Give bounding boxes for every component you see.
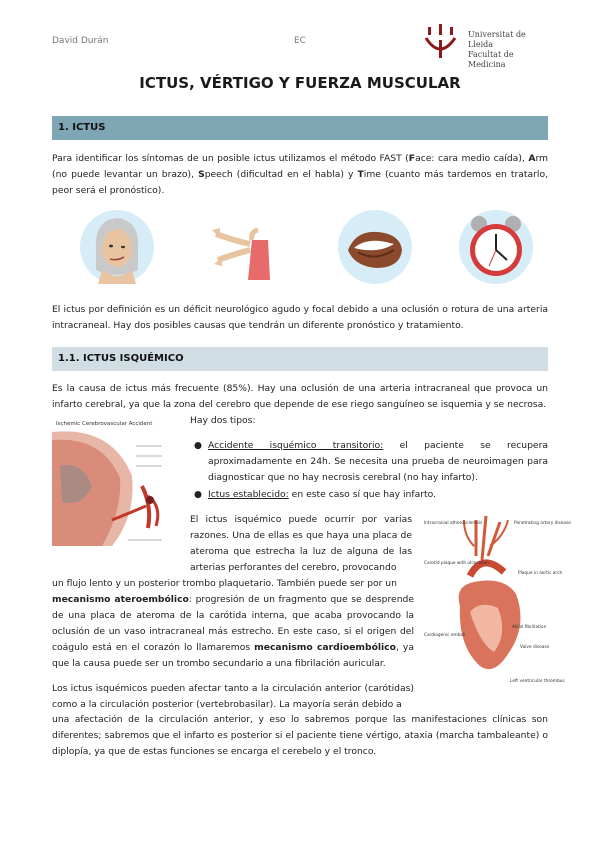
heart-label-8: Left ventricular thrombus bbox=[510, 679, 565, 684]
heart-arteries-figure bbox=[424, 516, 571, 692]
heart-label-7: Valve disease bbox=[520, 645, 550, 650]
fast-paragraph: Para identificar los síntomas de un posible ictus utilizamos el método FAST (Face: cara medio caída), Arm (no puede levantar un brazo), Speech (dificultad en el habla) y Time (cuanto más tardemos en tratarlo, peor será el pronóstico). bbox=[52, 153, 549, 196]
arm-icon bbox=[208, 210, 282, 284]
alarm-clock-icon bbox=[459, 210, 533, 284]
logo-emblem-icon bbox=[420, 24, 464, 60]
definition-paragraph: El ictus por definición es un déficit neurológico agudo y focal debido a una oclusión o rotura de una arteria intracraneal. Hay dos posibles causas que tendrán un diferente pronóstico y tratamiento. bbox=[52, 304, 548, 331]
circulacion-paragraph-1: Los ictus isquémicos pueden afectar tanto a la circulación anterior (carótidas) como a la circulación posterior (vertebrobasilar). La mayoría serán debido a bbox=[52, 683, 414, 710]
isquemico-paragraph-1: El ictus isquémico puede ocurrir por varias razones. Una de ellas es que haya una placa de ateroma que estrecha la luz de alguna de las arterias perforantes del cerebro, provocando bbox=[190, 514, 412, 573]
heart-label-3: Carotid plaque with ulceration bbox=[424, 561, 489, 566]
heart-label-4: Plaque in aortic arch bbox=[518, 571, 563, 576]
brain-figure-title: Ischemic Cerebrovascular Accident bbox=[56, 421, 153, 427]
list-item-ictus-establecido: ● Ictus establecido: en este caso sí que hay infarto. bbox=[208, 487, 548, 503]
bullet-icon: ● bbox=[194, 489, 203, 500]
mecanismo-paragraph: mecanismo ateroembólico: progresión de un fragmento que se desprende de una placa de ateroma de la carótida interna, que acaba provocando la oclusión de un vaso intracraneal más estrecho. En este caso, si el origen del coágulo está en el corazón lo llamaremos mecanismo cardioembólico, ya que la causa puede ser un trombo secundario a una fibrilación auricular. bbox=[52, 594, 415, 669]
face-icon bbox=[80, 210, 154, 284]
list-item-ait: ● Accidente isquémico transitorio: el paciente se recupera aproximadamente en 24h. Se necesita una prueba de neuroimagen para diagnosticar que no hay necrosis cerebral (no hay infarto). bbox=[194, 440, 548, 483]
circulacion-paragraph-2: una afectación de la circulación anterior, y eso lo sabremos porque las manifestaciones clínicas son diferentes; sabremos que el infarto es posterior si el paciente tiene vértigo, ataxia (marcha tambaleante) o diplopía, ya que de estas funciones se encarga el cerebelo y el tronco. bbox=[52, 714, 548, 757]
isquemico-paragraph-2: un flujo lento y un posterior trombo plaquetario. También puede ser por un bbox=[52, 578, 397, 589]
heart-label-6: Atrial fibrillation bbox=[512, 625, 547, 630]
heart-label-1: Intracranial atherosclerosis bbox=[424, 521, 483, 526]
heart-label-5: Cardiogenic emboli bbox=[424, 633, 466, 638]
logo-line1: Universitat de Lleida bbox=[468, 30, 526, 49]
cause-paragraph: Es la causa de ictus más frecuente (85%). Hay una oclusión de una arteria intracraneal que provoca un infarto cerebral, ya que la zona del cerebro que depende de ese riego sanguíneo se isquemia y se necrosa. bbox=[52, 383, 548, 410]
logo-line2: Facultat de Medicina bbox=[468, 50, 514, 69]
bullet-icon: ● bbox=[194, 440, 203, 451]
header-author: David Durán bbox=[52, 36, 109, 46]
heart-label-2: Penetrating artery disease bbox=[514, 521, 571, 526]
section-heading-ictus: 1. ICTUS bbox=[52, 116, 548, 140]
header-course: EC bbox=[294, 36, 306, 46]
tipos-text: Hay dos tipos: bbox=[190, 415, 256, 426]
ischemic-brain-figure bbox=[52, 416, 176, 546]
university-logo bbox=[420, 24, 550, 69]
mouth-icon bbox=[338, 210, 412, 284]
page-title: ICTUS, VÉRTIGO Y FUERZA MUSCULAR bbox=[139, 74, 461, 92]
section-heading-ictus-isquemico: 1.1. ICTUS ISQUÉMICO bbox=[52, 347, 548, 371]
